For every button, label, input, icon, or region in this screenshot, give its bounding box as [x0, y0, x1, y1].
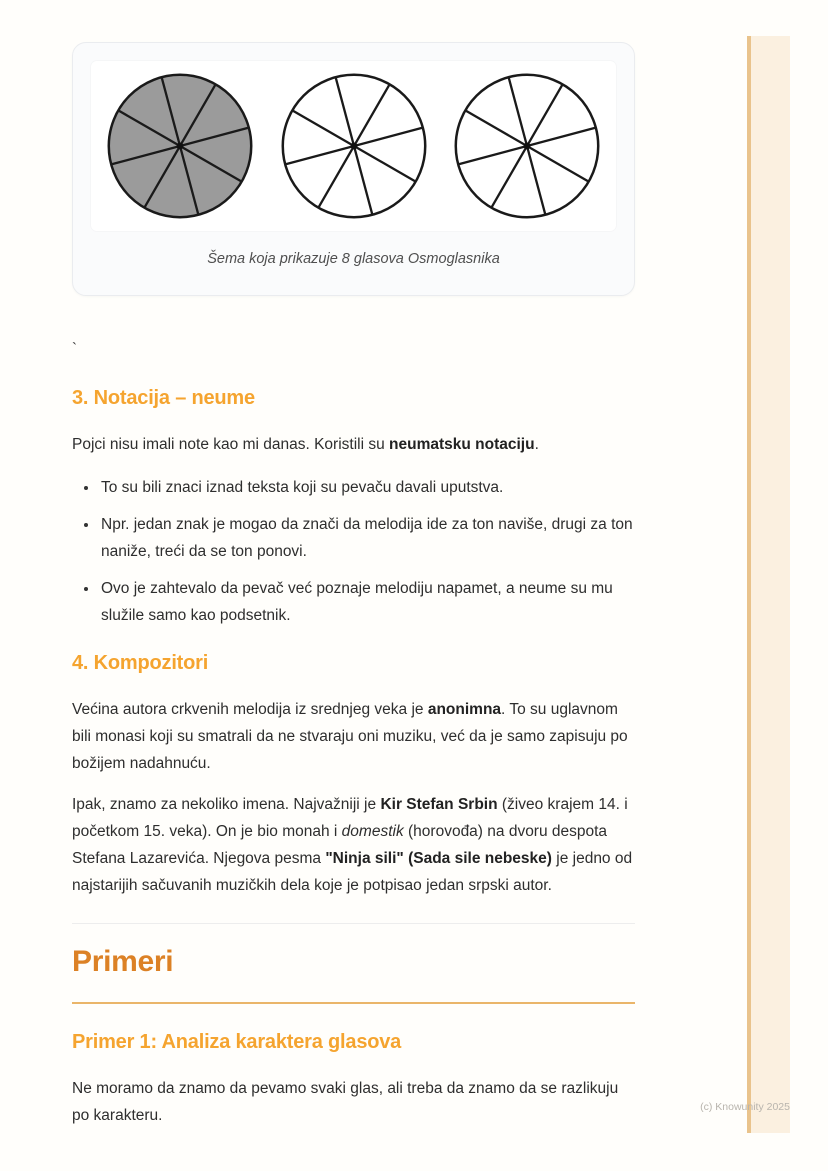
paragraph-notacija-intro: Pojci nisu imali note kao mi danas. Koristili su neumatsku notaciju. [72, 436, 539, 453]
heading-primer-1: Primer 1: Analiza karaktera glasova [72, 1031, 402, 1053]
figure-caption: Šema koja prikazuje 8 glasova Osmoglasnika [207, 251, 500, 267]
list-item: • To su bili znaci iznad teksta koji su pevaču davali uputstva. [99, 474, 635, 501]
heading-kompozitori: 4. Kompozitori [72, 652, 209, 674]
wheel-diagram-outline-2 [277, 69, 431, 223]
paragraph-kompozitori-2: Ipak, znamo za nekoliko imena. Najvažniji je Kir Stefan Srbin (živeo krajem 14. i početkom 15. veka). On je bio monah i domestik (horovođa) na dvoru despota Stefana Lazarevića. Njegova pesma "Ninja sili" (Sada sile nebeske) je jedno od najstarijih sačuvanih muzičkih dela koje je potpisao jedan srpski autor. [72, 796, 633, 894]
wheel-diagram-outline-3 [450, 69, 604, 223]
figure-card [72, 42, 635, 296]
paragraph-kompozitori-1: Većina autora crkvenih melodija iz srednjeg veka je anonimna. To su uglavnom bili monasi koji su smatrali da ne stvaraju oni muziku, već da je samo zapisuju po božijem nadahnuću. [72, 701, 628, 772]
paragraph-primer-1: Ne moramo da znamo da pevamo svaki glas, ali treba da znamo da se razlikuju po karakteru. [72, 1080, 619, 1124]
primeri-underline-rule [72, 1002, 635, 1004]
page-edge-strip [747, 36, 790, 1133]
heading-primeri: Primeri [72, 945, 174, 978]
copyright-watermark: (c) Knowunity 2025 [700, 1101, 790, 1113]
list-item: • Ovo je zahtevalo da pevač već poznaje melodiju napamet, a neume su mu služile samo kao podsetnik. [99, 575, 635, 629]
notacija-bullet-list [72, 474, 635, 629]
list-item: • Npr. jedan znak je mogao da znači da melodija ide za ton naviše, drugi za ton naniže, treći da se ton ponovi. [99, 511, 635, 565]
wheel-diagram-filled [103, 69, 257, 223]
heading-notacija: 3. Notacija – neume [72, 387, 255, 409]
document-content [72, 0, 635, 1129]
section-divider [72, 923, 635, 924]
octoechos-wheels-image [91, 61, 616, 231]
stray-backtick: ` [72, 340, 77, 357]
